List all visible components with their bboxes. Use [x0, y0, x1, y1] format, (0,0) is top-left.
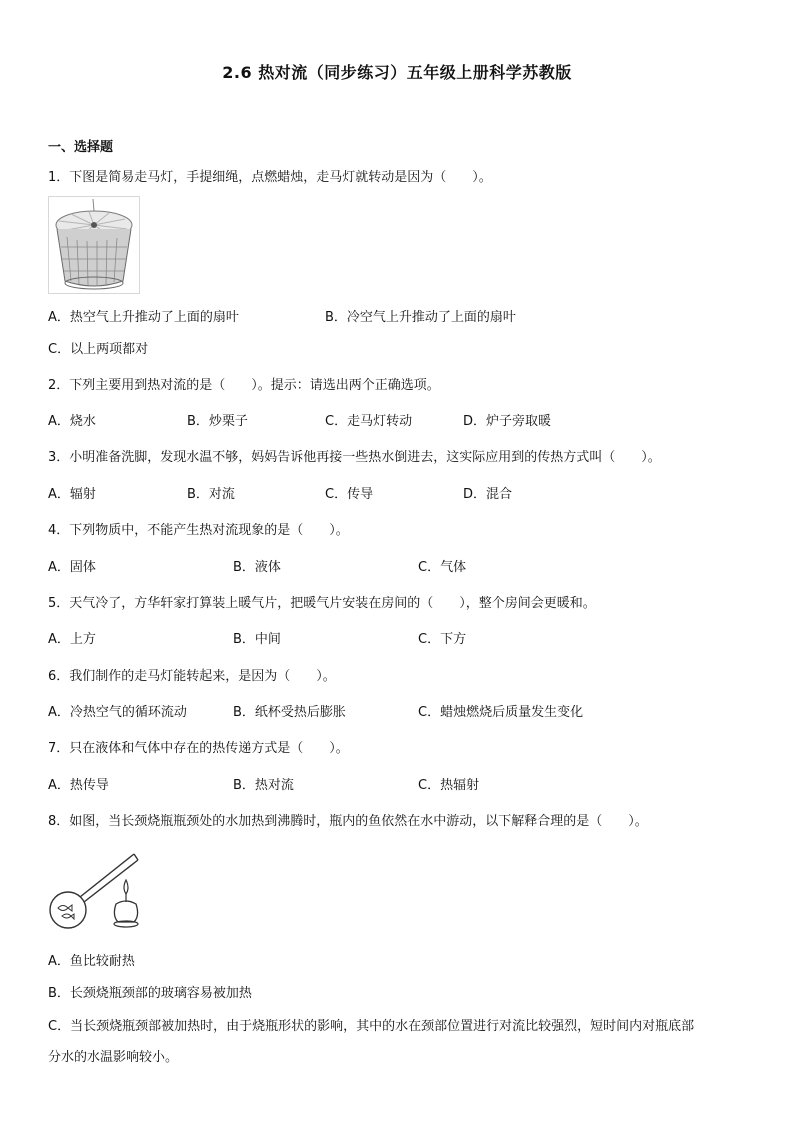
q1-option-b: B．冷空气上升推动了上面的扇叶 — [325, 310, 516, 325]
q2-option-b: B．炒栗子 — [187, 414, 248, 429]
q5-option-c: C．下方 — [418, 632, 467, 647]
q1-option-c: C．以上两项都对 — [48, 342, 149, 357]
q3-option-a: A．辐射 — [48, 487, 96, 502]
question-8-stem: 8．如图，当长颈烧瓶瓶颈处的水加热到沸腾时，瓶内的鱼依然在水中游动，以下解释合理的是（ ）。 — [48, 814, 648, 829]
q3-option-b: B．对流 — [187, 487, 235, 502]
q6-option-c: C．蜡烛燃烧后质量发生变化 — [418, 705, 584, 720]
q2-option-a: A．烧水 — [48, 414, 96, 429]
q4-option-c: C．气体 — [418, 560, 467, 575]
q8-option-c-line2: 分水的水温影响较小。 — [48, 1050, 179, 1065]
q3-option-c: C．传导 — [325, 487, 374, 502]
question-3-stem: 3．小明准备洗脚，发现水温不够，妈妈告诉他再接一些热水倒进去，这实际应用到的传热方式叫（ ）。 — [48, 450, 661, 465]
q8-option-a: A．鱼比较耐热 — [48, 954, 135, 969]
q2-option-c: C．走马灯转动 — [325, 414, 413, 429]
question-1-stem: 1．下图是简易走马灯，手提细绳，点燃蜡烛，走马灯就转动是因为（ ）。 — [48, 170, 492, 185]
q4-option-b: B．液体 — [233, 560, 281, 575]
section-heading: 一、选择题 — [48, 140, 114, 155]
q5-option-b: B．中间 — [233, 632, 281, 647]
q3-option-d: D．混合 — [463, 487, 513, 502]
document-title: 2.6 热对流（同步练习）五年级上册科学苏教版 — [222, 63, 572, 82]
q8-option-b: B．长颈烧瓶颈部的玻璃容易被加热 — [48, 986, 252, 1001]
question-5-stem: 5．天气冷了，方华轩家打算装上暖气片，把暖气片安装在房间的（ ），整个房间会更暖和。 — [48, 596, 596, 611]
q8-option-c-line1: C．当长颈烧瓶颈部被加热时，由于烧瓶形状的影响，其中的水在颈部位置进行对流比较强烈，短时间内对瓶底部 — [48, 1019, 695, 1034]
question-7-stem: 7．只在液体和气体中存在的热传递方式是（ ）。 — [48, 741, 349, 756]
flask-figure — [48, 850, 148, 932]
question-4-stem: 4．下列物质中，不能产生热对流现象的是（ ）。 — [48, 523, 349, 538]
q7-option-a: A．热传导 — [48, 778, 109, 793]
q4-option-a: A．固体 — [48, 560, 96, 575]
revolving-lantern-image — [49, 197, 139, 293]
question-2-stem: 2．下列主要用到热对流的是（ ）。提示：请选出两个正确选项。 — [48, 378, 440, 393]
q7-option-b: B．热对流 — [233, 778, 294, 793]
lantern-figure — [48, 196, 140, 294]
q6-option-a: A．冷热空气的循环流动 — [48, 705, 187, 720]
long-neck-flask-image — [48, 850, 148, 932]
q5-option-a: A．上方 — [48, 632, 96, 647]
q1-option-a: A．热空气上升推动了上面的扇叶 — [48, 310, 239, 325]
q7-option-c: C．热辐射 — [418, 778, 480, 793]
q2-option-d: D．炉子旁取暖 — [463, 414, 552, 429]
q6-option-b: B．纸杯受热后膨胀 — [233, 705, 346, 720]
question-6-stem: 6．我们制作的走马灯能转起来，是因为（ ）。 — [48, 669, 336, 684]
